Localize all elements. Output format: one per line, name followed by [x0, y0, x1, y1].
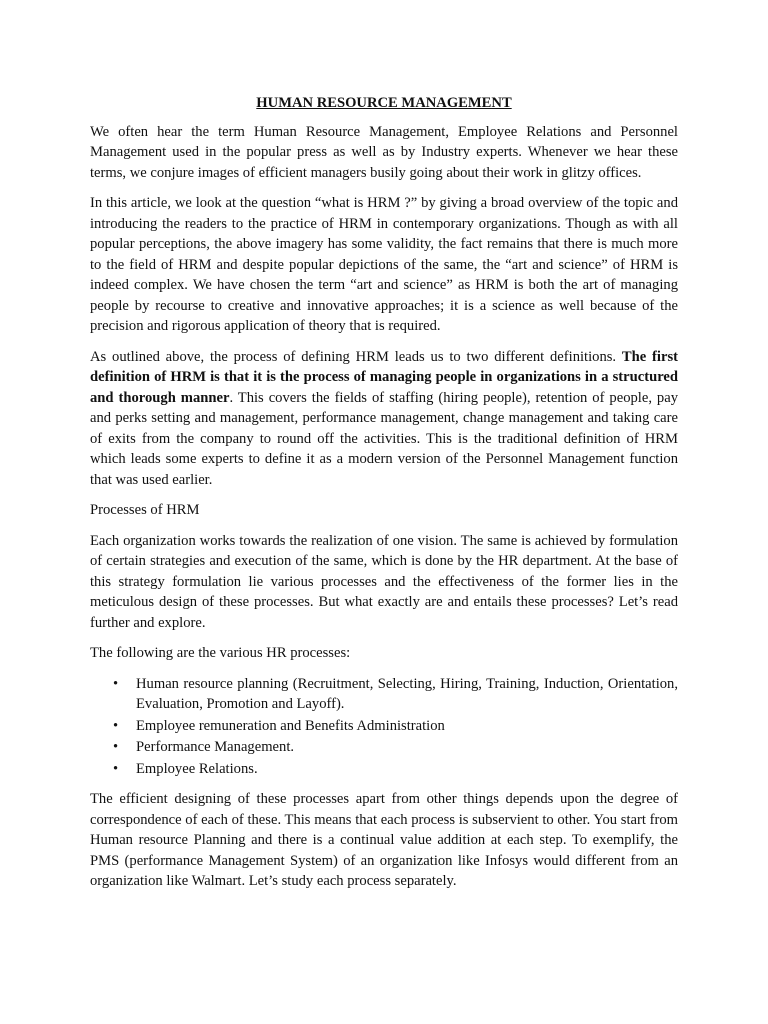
- bullet-icon: •: [113, 760, 119, 777]
- first-definition-bold: The first definition of HRM is that it is the process of managing people in organizations in a structured and thorough manner: [90, 348, 678, 406]
- list-item: [113, 674, 678, 715]
- list-intro: The following are the various HR processes:: [90, 645, 351, 661]
- paragraph-process-design: The efficient designing of these processes apart from other things depends upon the degree of correspondence of each of these. This means that each process is subservient to other. You start from Human resource Planning and there is a continual value addition at each step. To exemplify, the PMS (performance Management System) of an organization like Infosys would different from an organization like Walmart. Let’s study each process separately.: [90, 791, 678, 889]
- bullet-icon: •: [113, 675, 119, 692]
- list-item: [113, 759, 678, 780]
- document-page: [90, 93, 678, 902]
- document-title: HUMAN RESOURCE MANAGEMENT: [256, 95, 512, 111]
- bullet-icon: •: [113, 717, 119, 734]
- list-item-text: Employee Relations.: [136, 760, 258, 777]
- definitions-rest-text: . This covers the fields of staffing (hiring people), retention of people, pay and perks setting and management, performance management, change management and taking care of exits from the company to round off the activities. This is the traditional definition of HRM which leads some experts to define it as a modern version of the Personnel Management function that was used earlier.: [90, 389, 679, 488]
- list-item-text: Performance Management.: [136, 739, 295, 755]
- list-item-text: Employee remuneration and Benefits Administration: [136, 717, 445, 734]
- list-item: [113, 737, 678, 758]
- paragraph-processes: Each organization works towards the realization of one vision. The same is achieved by formulation of certain strategies and execution of the same, which is done by the HR department. At the base of this strategy formulation lie various processes and the effectiveness of the former lies in the meticulous design of these processes. But what exactly are and entails these processes? Let’s read further and explore.: [90, 532, 678, 631]
- definitions-intro-text: As outlined above, the process of defining HRM leads us to two different definitions.: [90, 348, 622, 365]
- bullet-icon: •: [113, 739, 119, 755]
- section-heading-processes: Processes of HRM: [90, 502, 200, 518]
- paragraph-intro: We often hear the term Human Resource Management, Employee Relations and Personnel Management used in the popular press as well as by Industry experts. Whenever we hear these terms, we conjure images of efficient managers busily going about their work in glitzy offices.: [90, 123, 678, 181]
- hr-processes-list: [90, 674, 678, 780]
- paragraph-definitions: [90, 347, 678, 491]
- list-item: [113, 716, 678, 737]
- paragraph-what-is-hrm: In this article, we look at the question “what is HRM ?” by giving a broad overview of the topic and introducing the readers to the practice of HRM in contemporary organizations. Though as with all popular perceptions, the above imagery has some validity, the fact remains that there is much more to the field of HRM and despite popular depictions of the same, the “art and science” of HRM is indeed complex. We have chosen the term “art and science” as HRM is both the art of managing people by recourse to creative and innovative approaches; it is a science as well because of the precision and rigorous application of theory that is required.: [90, 195, 678, 334]
- list-item-text: Human resource planning (Recruitment, Selecting, Hiring, Training, Induction, Orientation, Evaluation, Promotion and Layoff).: [136, 675, 678, 712]
